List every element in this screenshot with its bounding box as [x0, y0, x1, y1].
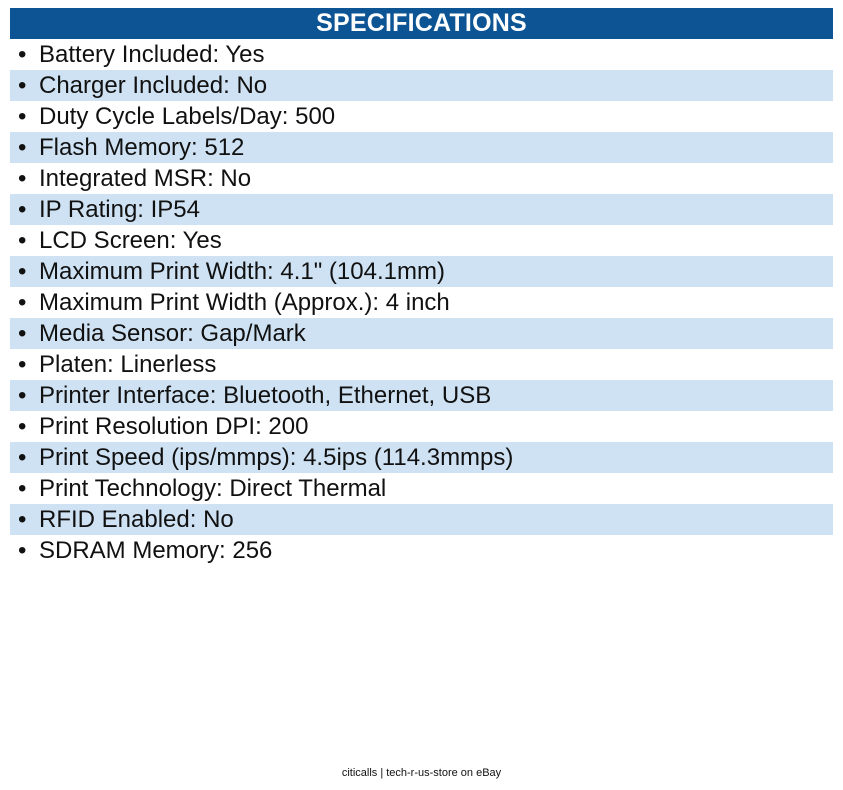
- spec-item-duty-cycle: [10, 101, 833, 132]
- bullet-icon: •: [18, 258, 27, 285]
- bullet-icon: •: [18, 165, 27, 192]
- bullet-icon: •: [18, 227, 27, 254]
- spec-text: Print Resolution DPI: 200: [39, 413, 309, 440]
- bullet-icon: •: [18, 289, 27, 316]
- spec-item-ip-rating: [10, 194, 833, 225]
- bullet-icon: •: [18, 444, 27, 471]
- spec-text: Duty Cycle Labels/Day: 500: [39, 103, 336, 130]
- spec-text: Integrated MSR: No: [39, 165, 252, 192]
- bullet-icon: •: [18, 351, 27, 378]
- spec-item-print-resolution: [10, 411, 833, 442]
- spec-item-integrated-msr: [10, 163, 833, 194]
- spec-text: Maximum Print Width (Approx.): 4 inch: [39, 289, 450, 316]
- bullet-icon: •: [18, 134, 27, 161]
- bullet-icon: •: [18, 506, 27, 533]
- spec-item-print-technology: [10, 473, 833, 504]
- spec-text: Charger Included: No: [39, 72, 268, 99]
- spec-text: SDRAM Memory: 256: [39, 537, 273, 564]
- spec-text: Flash Memory: 512: [39, 134, 245, 161]
- spec-text: Print Technology: Direct Thermal: [39, 475, 387, 502]
- spec-list: [10, 39, 833, 566]
- spec-text: Print Speed (ips/mmps): 4.5ips (114.3mmps): [39, 444, 514, 471]
- spec-item-rfid-enabled: [10, 504, 833, 535]
- bullet-icon: •: [18, 72, 27, 99]
- spec-text: Platen: Linerless: [39, 351, 217, 378]
- spec-text: Media Sensor: Gap/Mark: [39, 320, 306, 347]
- bullet-icon: •: [18, 320, 27, 347]
- spec-text: Printer Interface: Bluetooth, Ethernet, USB: [39, 382, 492, 409]
- header-title: SPECIFICATIONS: [316, 9, 527, 37]
- spec-text: Maximum Print Width: 4.1" (104.1mm): [39, 258, 445, 285]
- spec-item-charger-included: [10, 70, 833, 101]
- bullet-icon: •: [18, 413, 27, 440]
- footer-text: citicalls | tech-r-us-store on eBay: [341, 767, 502, 779]
- bullet-icon: •: [18, 103, 27, 130]
- spec-item-print-speed: [10, 442, 833, 473]
- spec-item-platen: [10, 349, 833, 380]
- spec-item-max-print-width-approx: [10, 287, 833, 318]
- bullet-icon: •: [18, 382, 27, 409]
- spec-item-battery-included: [10, 39, 833, 70]
- bullet-icon: •: [18, 41, 27, 68]
- spec-item-lcd-screen: [10, 225, 833, 256]
- bullet-icon: •: [18, 537, 27, 564]
- spec-item-max-print-width: [10, 256, 833, 287]
- spec-text: LCD Screen: Yes: [39, 227, 222, 254]
- spec-item-printer-interface: [10, 380, 833, 411]
- bullet-icon: •: [18, 196, 27, 223]
- footer-credit: [0, 766, 843, 780]
- spec-text: RFID Enabled: No: [39, 506, 234, 533]
- spec-text: Battery Included: Yes: [39, 41, 265, 68]
- spec-item-media-sensor: [10, 318, 833, 349]
- specifications-header: [10, 8, 833, 39]
- spec-text: IP Rating: IP54: [39, 196, 200, 223]
- bullet-icon: •: [18, 475, 27, 502]
- spec-item-flash-memory: [10, 132, 833, 163]
- spec-item-sdram-memory: [10, 535, 833, 566]
